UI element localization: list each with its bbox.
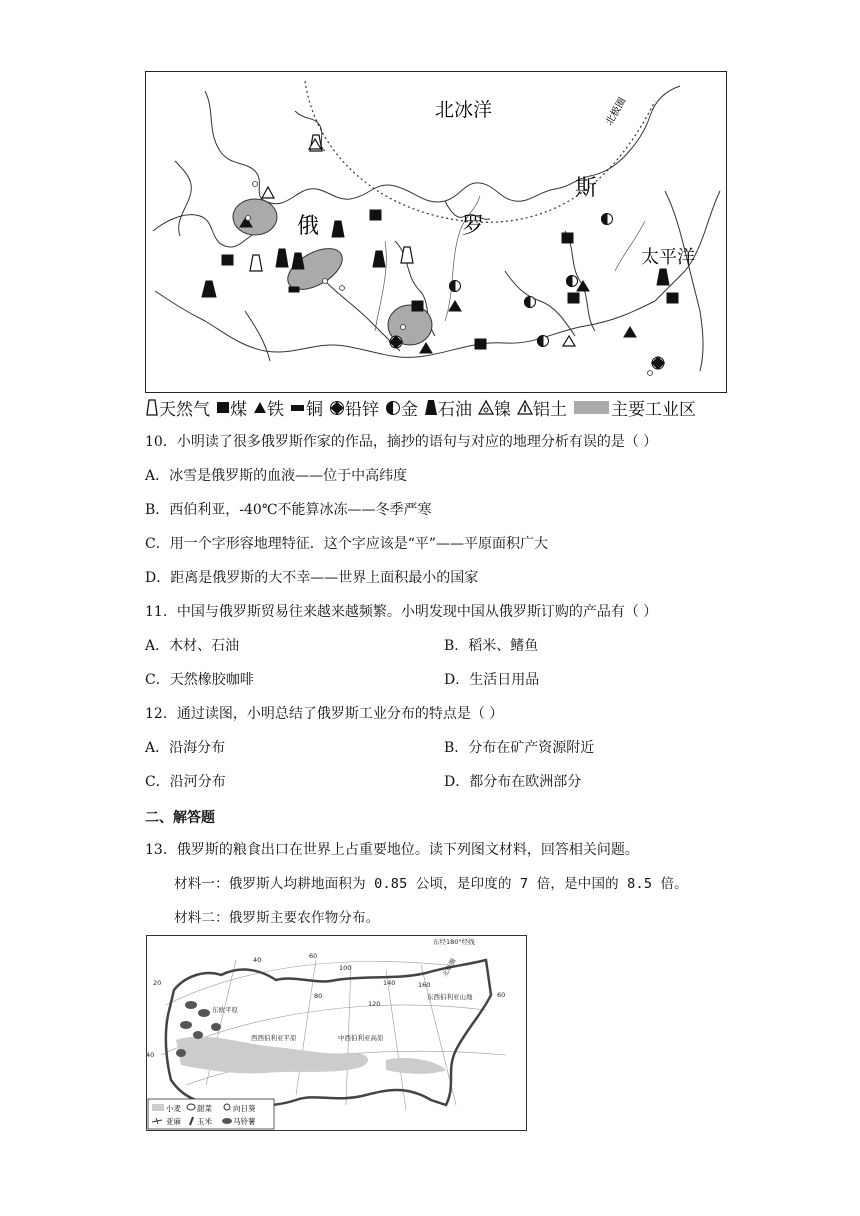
svg-text:小麦: 小麦 bbox=[166, 1104, 181, 1113]
question-11-option-c: C．天然橡胶咖啡 bbox=[145, 672, 254, 688]
sugar-beet-icon bbox=[193, 1031, 203, 1039]
mineral-map-legend bbox=[145, 394, 775, 420]
svg-text:玉米: 玉米 bbox=[197, 1117, 212, 1126]
east-european-plain-label: 东欧平原 bbox=[212, 1006, 238, 1014]
bauxite-icon bbox=[517, 398, 533, 416]
longitude-label: 40 bbox=[146, 1051, 155, 1059]
gold-icon bbox=[450, 281, 461, 292]
legend-industrial-zone: 主要工业区 bbox=[573, 395, 696, 420]
coal-icon bbox=[568, 293, 579, 303]
legend-bauxite: 铝土 bbox=[517, 395, 567, 420]
potato-icon bbox=[185, 1001, 197, 1009]
question-12-option-b: B．分布在矿产资源附近 bbox=[444, 740, 595, 756]
question-10-option-a: A．冰雪是俄罗斯的血液——位于中高纬度 bbox=[145, 468, 408, 484]
coal-icon bbox=[222, 255, 233, 265]
copper-icon bbox=[290, 398, 306, 416]
potato-icon bbox=[198, 1009, 210, 1017]
longitude-label: 100 bbox=[339, 964, 352, 972]
question-13-material-1: 材料一：俄罗斯人均耕地面积为 0.85 公顷，是印度的 7 倍，是中国的 8.5 倍。 bbox=[174, 876, 688, 892]
wheat-icon bbox=[152, 1104, 164, 1111]
coal-icon bbox=[412, 301, 423, 311]
legend-nickel: 镍 bbox=[478, 395, 511, 420]
legend-coal: 煤 bbox=[216, 395, 247, 420]
country-label-2: 罗 bbox=[462, 214, 485, 239]
arctic-ocean-label: 北冰洋 bbox=[435, 99, 493, 121]
coal-icon bbox=[667, 293, 678, 303]
question-10-stem: 10．小明读了很多俄罗斯作家的作品，摘抄的语句与对应的地理分析有误的是（ ） bbox=[145, 434, 658, 450]
copper-icon bbox=[289, 287, 299, 292]
question-12-option-c: C．沿河分布 bbox=[145, 774, 226, 790]
svg-text:甜菜: 甜菜 bbox=[197, 1104, 212, 1113]
corn-icon bbox=[176, 1049, 186, 1057]
longitude-label: 120 bbox=[368, 1000, 381, 1008]
longitude-label: 140 bbox=[383, 979, 396, 987]
crop-map-legend bbox=[148, 1099, 274, 1129]
svg-text:马铃薯: 马铃薯 bbox=[233, 1117, 256, 1126]
crop-map-svg bbox=[146, 935, 527, 1131]
country-label-3: 斯 bbox=[575, 176, 598, 201]
longitude-label: 160 bbox=[418, 981, 431, 989]
coal-icon bbox=[370, 210, 381, 220]
question-11-option-b: B．稻米、鳍鱼 bbox=[444, 638, 539, 654]
potato-icon bbox=[222, 1118, 232, 1124]
east-siberian-mountains-label: 东西伯利亚山地 bbox=[427, 993, 473, 1001]
sunflower-icon bbox=[211, 1023, 221, 1031]
question-11-stem: 11．中国与俄罗斯贸易往来越来越频繁。小明发现中国从俄罗斯订购的产品有（ ） bbox=[145, 604, 658, 620]
longitude-label: 20 bbox=[153, 979, 162, 987]
legend-natural-gas: 天然气 bbox=[145, 395, 210, 420]
iron-icon bbox=[253, 398, 267, 416]
question-11-option-d: D．生活日用品 bbox=[444, 672, 540, 688]
arctic-circle-label: 北极圈 bbox=[604, 96, 629, 128]
coal-icon bbox=[475, 339, 486, 349]
longitude-label: 80 bbox=[314, 992, 323, 1000]
oil-icon bbox=[424, 398, 438, 416]
gold-icon bbox=[602, 214, 613, 225]
coal-icon bbox=[562, 233, 573, 243]
question-12-stem: 12．通过读图，小明总结了俄罗斯工业分布的特点是（ ） bbox=[145, 706, 504, 722]
russia-crop-map bbox=[146, 935, 527, 1131]
longitude-label: 60 bbox=[309, 952, 318, 960]
lead-zinc-icon bbox=[390, 336, 402, 348]
question-10-option-d: D．距离是俄罗斯的大不幸——世界上面积最小的国家 bbox=[145, 570, 479, 586]
nickel-icon bbox=[478, 398, 494, 416]
coal-icon bbox=[216, 398, 230, 416]
question-13-material-2: 材料二：俄罗斯主要农作物分布。 bbox=[174, 910, 380, 926]
country-label-1: 俄 bbox=[297, 214, 320, 239]
legend-copper: 铜 bbox=[290, 395, 323, 420]
question-12-option-d: D．都分布在欧洲部分 bbox=[444, 774, 582, 790]
industrial-zone-icon bbox=[573, 398, 611, 416]
gold-icon bbox=[567, 276, 578, 287]
longitude-label: 40 bbox=[253, 956, 262, 964]
central-siberian-plateau-label: 中西伯利亚高原 bbox=[338, 1034, 384, 1042]
svg-text:亚麻: 亚麻 bbox=[166, 1117, 181, 1126]
question-10-option-b: B．西伯利亚，-40℃不能算冰冻——冬季严寒 bbox=[145, 502, 432, 518]
question-12-option-a: A．沿海分布 bbox=[145, 740, 226, 756]
russia-mineral-map bbox=[145, 71, 727, 393]
longitude-label: 60 bbox=[497, 991, 506, 999]
question-10-option-c: C．用一个字形容地理特征．这个字应该是“平”——平原面积广大 bbox=[145, 536, 549, 552]
question-13-stem: 13．俄罗斯的粮食出口在世界上占重要地位。读下列图文材料，回答相关问题。 bbox=[145, 842, 639, 858]
industrial-zone-icon bbox=[233, 199, 277, 235]
gold-icon bbox=[538, 336, 549, 347]
pacific-ocean-label: 太平洋 bbox=[641, 247, 695, 268]
lead-zinc-icon bbox=[652, 357, 664, 369]
meridian-180-label: 东经180°经线 bbox=[433, 938, 475, 946]
legend-oil: 石油 bbox=[424, 395, 472, 420]
question-11-option-a: A．木材、石油 bbox=[145, 638, 240, 654]
mineral-map-svg bbox=[145, 71, 727, 393]
legend-gold: 金 bbox=[385, 395, 418, 420]
west-siberian-plain-label: 西西伯利亚平原 bbox=[251, 1034, 297, 1042]
gold-icon bbox=[385, 398, 401, 416]
legend-iron: 铁 bbox=[253, 395, 284, 420]
legend-lead-zinc: 铅锌 bbox=[329, 395, 379, 420]
section-2-title: 二、解答题 bbox=[145, 810, 215, 826]
lead-zinc-icon bbox=[329, 398, 345, 416]
gold-icon bbox=[525, 297, 536, 308]
natural-gas-icon bbox=[145, 398, 159, 416]
svg-text:向日葵: 向日葵 bbox=[233, 1104, 256, 1113]
potato-icon bbox=[180, 1021, 192, 1029]
arctic-circle-label-2: 北极圈 bbox=[440, 957, 458, 978]
